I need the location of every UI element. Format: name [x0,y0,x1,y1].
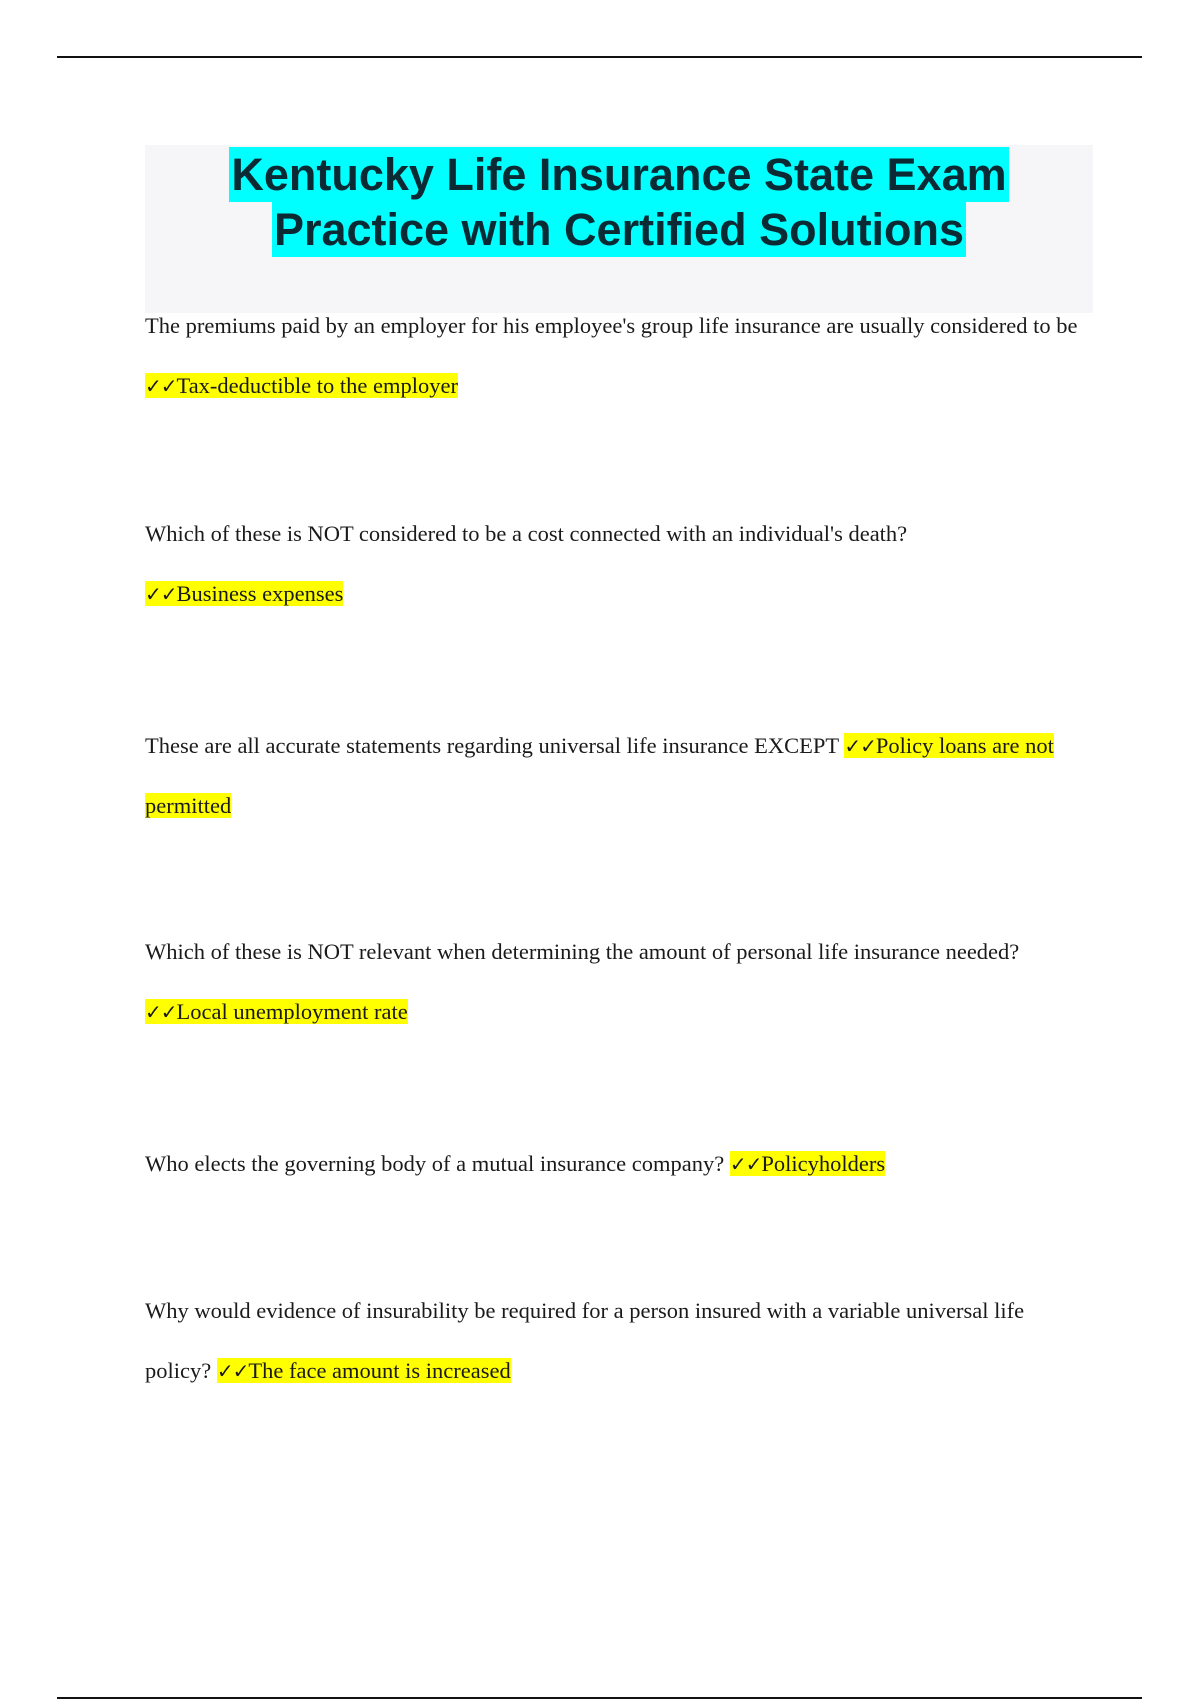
answer-text: The face amount is increased [248,1358,511,1383]
answer-highlight [145,999,408,1024]
question-text: Why would evidence of insurability be required for a person insured with a variable universal life policy? [145,1298,1025,1383]
qa-item-2 [145,504,1095,624]
double-check-icon: ✓✓ [145,582,177,606]
answer-highlight [217,1358,511,1383]
title-block [145,145,1093,313]
qa-item-4 [145,922,1155,1042]
footer-rule [57,1697,1142,1699]
answer-highlight [145,373,458,398]
answer-text: Policy loans are not permitted [145,733,1054,818]
qa-item-1 [145,296,1095,416]
qa-item-3 [145,716,1095,836]
document-title-line-1: Kentucky Life Insurance State Exam [231,149,1007,200]
double-check-icon: ✓✓ [216,1359,249,1383]
answer-text: Business expenses [176,581,344,606]
double-check-icon: ✓✓ [729,1152,762,1176]
question-text: These are all accurate statements regarding universal life insurance EXCEPT [145,733,839,758]
header-rule [57,56,1142,58]
answer-highlight [730,1151,885,1176]
answer-text: Policyholders [761,1151,886,1176]
answer-highlight [145,581,343,606]
answer-text: Local unemployment rate [176,999,408,1024]
qa-item-6 [145,1281,1095,1401]
question-text: The premiums paid by an employer for his employee's group life insurance are usually considered to be [145,313,1078,338]
answer-text: Tax-deductible to the employer [176,373,458,398]
document-title-line-2: Practice with Certified Solutions [273,204,965,255]
double-check-icon: ✓✓ [844,734,876,758]
qa-item-5 [145,1134,1095,1194]
question-text: Which of these is NOT relevant when determining the amount of personal life insurance needed? [145,939,1020,964]
question-text: Which of these is NOT considered to be a cost connected with an individual's death? [145,521,908,546]
question-text: Who elects the governing body of a mutual insurance company? [145,1151,725,1176]
double-check-icon: ✓✓ [145,374,177,398]
double-check-icon: ✓✓ [145,1000,177,1024]
